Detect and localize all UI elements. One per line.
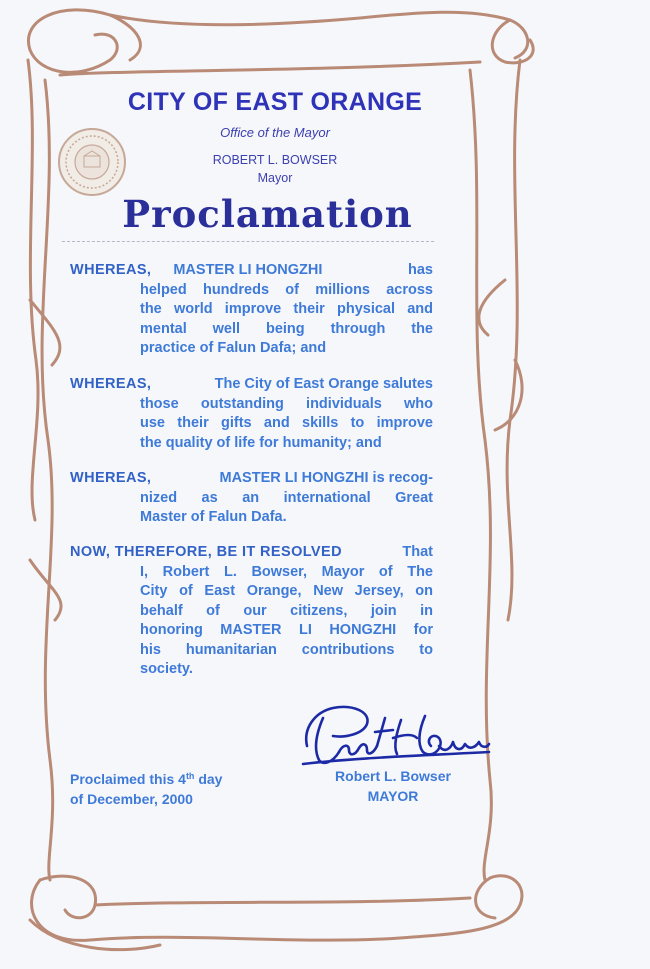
signer-block: [318, 767, 468, 806]
paragraph-line: society.: [140, 661, 193, 677]
paragraph-line: helped hundreds of millions across: [140, 281, 433, 298]
document-title: Proclamation: [122, 192, 413, 236]
whereas-label: WHEREAS,: [70, 470, 152, 486]
lead-text: MASTER LI HONGZHI is recog-: [219, 470, 433, 486]
paragraph-line: those outstanding individuals who: [140, 395, 433, 412]
lead-text: MASTER LI HONGZHI: [173, 262, 323, 278]
whereas-label: WHEREAS,: [70, 376, 152, 392]
paragraph-line: the world improve their physical and: [140, 301, 433, 317]
paragraph-1: [70, 261, 433, 359]
paragraph-line: Master of Falun Dafa.: [140, 509, 287, 525]
proclaimed-ordinal: th: [185, 771, 195, 781]
office-subtitle: Office of the Mayor: [220, 125, 330, 140]
paragraph-line: use their gifts and skills to improve: [140, 415, 433, 431]
paragraph-line: his humanitarian contributions to: [140, 641, 433, 658]
proclaimed-prefix: Proclaimed this 4: [70, 771, 186, 787]
paragraph-line: practice of Falun Dafa; and: [140, 340, 327, 356]
paragraph-3: [70, 469, 433, 528]
signer-name: Robert L. Bowser: [335, 768, 451, 784]
paragraph-line: mental well being through the: [140, 320, 433, 337]
proclaimed-suffix: day: [194, 771, 223, 787]
paragraph-line: behalf of our citizens, join in: [140, 602, 433, 619]
paragraph-lead: [70, 543, 433, 563]
paragraph-line: City of East Orange, New Jersey, on: [140, 583, 433, 599]
proclaimed-line: [70, 767, 222, 790]
lead-text: The City of East Orange salutes: [214, 376, 433, 392]
lead-text: That: [402, 544, 433, 560]
proclaimed-date: [70, 767, 222, 809]
paragraph-2: [70, 375, 433, 453]
signer-title: MAYOR: [367, 787, 419, 804]
divider: [62, 241, 434, 242]
mayor-title: Mayor: [257, 171, 293, 185]
proclaimed-date-line: of December, 2000: [70, 790, 193, 807]
city-title: CITY OF EAST ORANGE: [127, 88, 423, 116]
whereas-label: WHEREAS,: [70, 262, 152, 278]
lead-text-end: has: [408, 262, 433, 278]
paragraph-line: I, Robert L. Bowser, Mayor of The: [140, 563, 433, 580]
paragraph-lead: [70, 469, 433, 489]
signature-icon: [293, 698, 493, 773]
mayor-name: ROBERT L. BOWSER: [212, 153, 338, 167]
paragraph-lead: [70, 261, 433, 281]
paragraph-lead: [70, 375, 433, 395]
paragraph-line: the quality of life for humanity; and: [140, 434, 382, 451]
paragraph-line: honoring MASTER LI HONGZHI for: [140, 622, 433, 638]
resolved-label: NOW, THEREFORE, BE IT RESOLVED: [70, 544, 342, 560]
paragraph-line: nized as an international Great: [140, 489, 433, 506]
paragraph-4: [70, 543, 433, 680]
